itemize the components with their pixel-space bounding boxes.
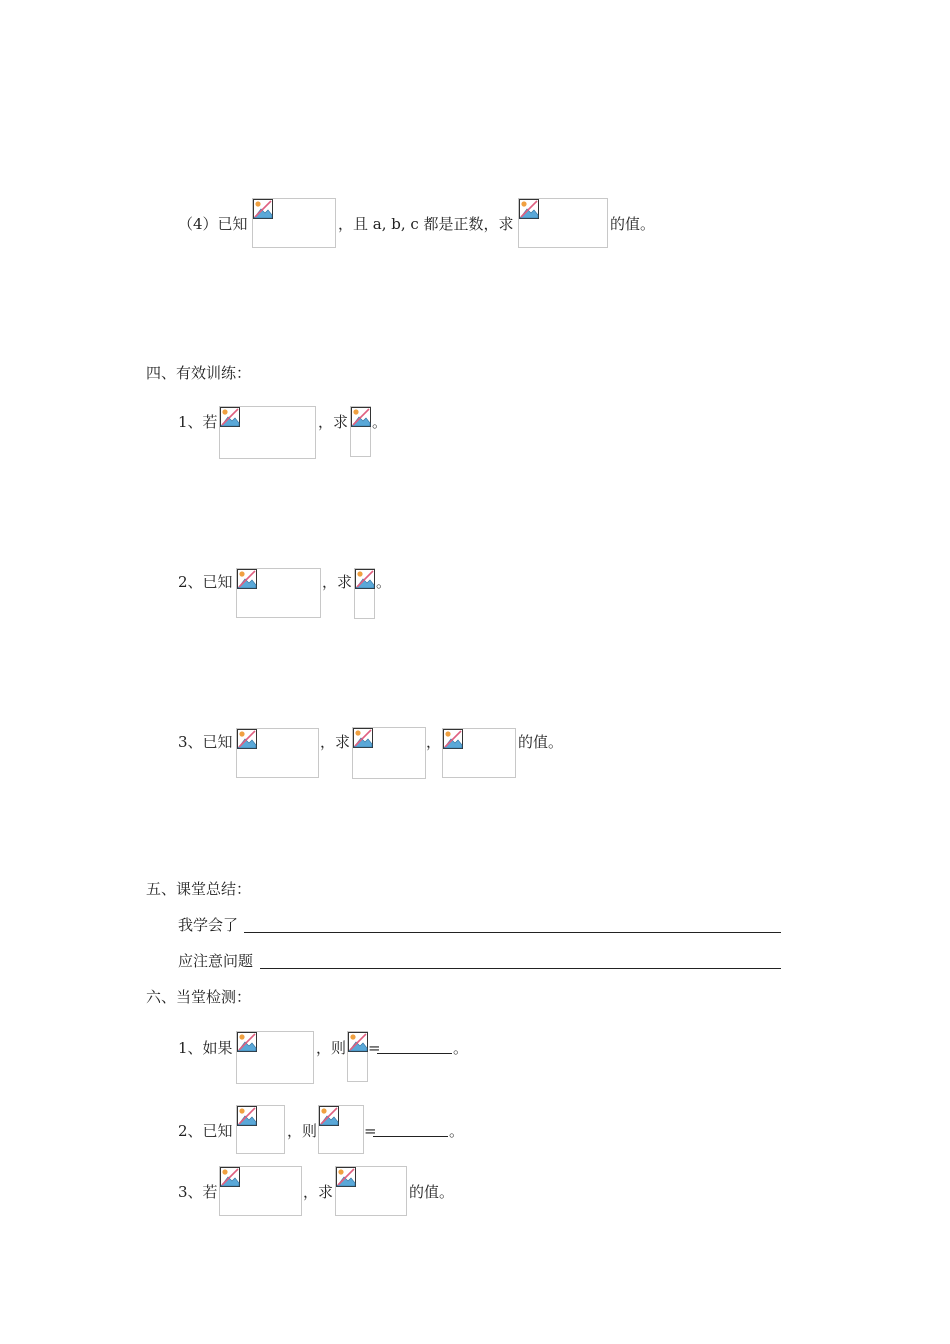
- section4-heading: 四、有效训练：: [146, 364, 252, 382]
- s4-item2-prefix: 2、已知: [178, 573, 233, 591]
- s6-item1-suffix: 。: [453, 1039, 469, 1057]
- formula-image: [442, 728, 516, 778]
- broken-image-icon: [237, 729, 257, 749]
- broken-image-icon: [253, 199, 273, 219]
- broken-image-icon: [237, 569, 257, 589]
- broken-image-icon: [319, 1106, 339, 1126]
- s4-item1-mid: ，求: [318, 413, 349, 431]
- broken-image-icon: [353, 728, 373, 748]
- s6-item3-suffix: 的值。: [409, 1183, 455, 1201]
- formula-image: [236, 1105, 285, 1154]
- s4-item3-prefix: 3、已知: [178, 733, 233, 751]
- formula-image: [236, 1031, 314, 1084]
- formula-image: [518, 198, 608, 248]
- broken-image-icon: [237, 1106, 257, 1126]
- s4-item1-suffix: 。: [372, 413, 388, 431]
- q4-prefix: （4）已知: [178, 215, 248, 233]
- s6-item1-mid: ，则: [316, 1039, 347, 1057]
- s6-item3-mid: ，求: [303, 1183, 334, 1201]
- s6-item2-eq: =: [364, 1122, 377, 1140]
- s4-item3-mid: ，求: [320, 733, 351, 751]
- formula-image: [236, 728, 319, 778]
- formula-image: [236, 568, 321, 618]
- s6-item1-prefix: 1、如果: [178, 1039, 233, 1057]
- attention-label: 应注意问题: [178, 952, 254, 970]
- formula-image: [219, 406, 316, 459]
- q4-suffix: 的值。: [610, 215, 656, 233]
- answer-blank: [377, 1053, 452, 1054]
- s4-item2-suffix: 。: [376, 573, 392, 591]
- learned-blank: [244, 932, 781, 933]
- formula-image: [354, 568, 375, 619]
- broken-image-icon: [443, 729, 463, 749]
- formula-image: [335, 1166, 407, 1216]
- formula-image: [318, 1105, 364, 1154]
- formula-image: [347, 1031, 368, 1082]
- broken-image-icon: [355, 569, 375, 589]
- s4-item3-sep: ，: [426, 733, 442, 751]
- s6-item2-prefix: 2、已知: [178, 1122, 233, 1140]
- formula-image: [219, 1166, 302, 1216]
- formula-image: [252, 198, 336, 248]
- broken-image-icon: [519, 199, 539, 219]
- s6-item3-prefix: 3、若: [178, 1183, 218, 1201]
- section5-heading: 五、课堂总结：: [146, 880, 252, 898]
- broken-image-icon: [220, 1167, 240, 1187]
- broken-image-icon: [348, 1032, 368, 1052]
- learned-label: 我学会了: [178, 916, 239, 934]
- s6-item2-suffix: 。: [449, 1122, 465, 1140]
- s4-item2-mid: ，求: [322, 573, 353, 591]
- broken-image-icon: [336, 1167, 356, 1187]
- broken-image-icon: [237, 1032, 257, 1052]
- s4-item1-prefix: 1、若: [178, 413, 218, 431]
- s4-item3-suffix: 的值。: [518, 733, 564, 751]
- q4-mid: ，且 a, b, c 都是正数，求: [338, 215, 514, 233]
- s6-item1-eq: =: [368, 1039, 381, 1057]
- broken-image-icon: [220, 407, 240, 427]
- attention-blank: [260, 968, 781, 969]
- broken-image-icon: [351, 407, 371, 427]
- formula-image: [352, 727, 426, 779]
- answer-blank: [373, 1136, 448, 1137]
- s6-item2-mid: ，则: [287, 1122, 318, 1140]
- section6-heading: 六、当堂检测：: [146, 988, 252, 1006]
- formula-image: [350, 406, 371, 457]
